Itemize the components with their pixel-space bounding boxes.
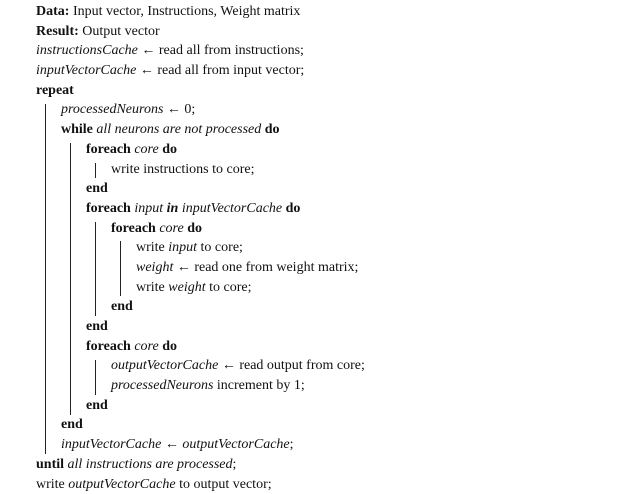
algorithm-token: do xyxy=(282,201,300,216)
algorithm-token: end xyxy=(86,319,108,334)
block-guide-line xyxy=(120,241,121,296)
algorithm-line xyxy=(36,475,626,494)
algorithm-token: while xyxy=(61,122,93,137)
algorithm-token: foreach xyxy=(111,221,156,236)
algorithm-token: Result: xyxy=(36,24,79,39)
algorithm-token: ← xyxy=(161,437,182,452)
algorithm-token: input xyxy=(168,240,197,255)
algorithm-line xyxy=(36,199,626,219)
algorithm-line xyxy=(36,2,626,22)
algorithm-token: write xyxy=(136,240,168,255)
block-guide-line xyxy=(45,104,46,455)
algorithm-line xyxy=(36,238,626,258)
algorithm-line xyxy=(36,337,626,357)
algorithm-token: processedNeurons xyxy=(61,102,163,117)
algorithm-token: ← read all from input vector; xyxy=(136,63,304,78)
algorithm-token: core xyxy=(131,339,159,354)
algorithm-token: end xyxy=(86,398,108,413)
algorithm-token: processedNeurons xyxy=(111,378,213,393)
algorithm-token: to output vector; xyxy=(176,477,272,492)
block-guide-line xyxy=(95,360,96,395)
algorithm-line xyxy=(36,81,626,101)
algorithm-token: do xyxy=(159,142,177,157)
algorithm-line xyxy=(36,455,626,475)
algorithm-line xyxy=(36,160,626,180)
algorithm-token: to core; xyxy=(197,240,243,255)
algorithm-line xyxy=(36,61,626,81)
algorithm-line xyxy=(36,297,626,317)
algorithm-token: outputVectorCache xyxy=(182,437,289,452)
algorithm-token: ← 0; xyxy=(163,102,195,117)
algorithm-token: instructionsCache xyxy=(36,43,138,58)
algorithm-line xyxy=(36,219,626,239)
algorithm-token: outputVectorCache xyxy=(111,358,218,373)
algorithm-token: write xyxy=(136,280,168,295)
algorithm-token: end xyxy=(111,299,133,314)
algorithm-token: all neurons are not processed xyxy=(93,122,261,137)
algorithm-token: do xyxy=(184,221,202,236)
algorithm-token: ; xyxy=(233,457,237,472)
algorithm-line xyxy=(36,317,626,337)
algorithm-line xyxy=(36,415,626,435)
algorithm-block xyxy=(36,2,626,494)
algorithm-line xyxy=(36,22,626,42)
algorithm-line xyxy=(36,278,626,298)
algorithm-token: Output vector xyxy=(79,24,160,39)
algorithm-token: ; xyxy=(290,437,294,452)
algorithm-token: weight xyxy=(136,260,173,275)
block-guide-line xyxy=(70,143,71,415)
algorithm-line xyxy=(36,179,626,199)
algorithm-line xyxy=(36,41,626,61)
algorithm-token: until xyxy=(36,457,64,472)
algorithm-line xyxy=(36,140,626,160)
algorithm-token: ← read all from instructions; xyxy=(138,43,304,58)
algorithm-token: core xyxy=(131,142,159,157)
algorithm-token: write instructions to core; xyxy=(111,162,254,177)
block-guide-line xyxy=(95,222,96,317)
block-guide-line xyxy=(95,163,96,179)
algorithm-line xyxy=(36,435,626,455)
algorithm-token: inputVectorCache xyxy=(178,201,282,216)
algorithm-token: do xyxy=(261,122,279,137)
algorithm-token: end xyxy=(61,417,83,432)
algorithm-line xyxy=(36,258,626,278)
algorithm-token: core xyxy=(156,221,184,236)
algorithm-token: end xyxy=(86,181,108,196)
algorithm-token: do xyxy=(159,339,177,354)
algorithm-token: repeat xyxy=(36,83,74,98)
algorithm-line xyxy=(36,100,626,120)
algorithm-line xyxy=(36,120,626,140)
algorithm-line xyxy=(36,356,626,376)
algorithm-token: Input vector, Instructions, Weight matrix xyxy=(69,4,300,19)
algorithm-token: foreach xyxy=(86,339,131,354)
algorithm-token: foreach xyxy=(86,201,131,216)
algorithm-token: ← read one from weight matrix; xyxy=(173,260,358,275)
algorithm-token: to core; xyxy=(206,280,252,295)
algorithm-token: all instructions are processed xyxy=(64,457,233,472)
algorithm-token: write xyxy=(36,477,68,492)
algorithm-token: ← read output from core; xyxy=(218,358,365,373)
algorithm-line xyxy=(36,376,626,396)
algorithm-token: foreach xyxy=(86,142,131,157)
algorithm-token: inputVectorCache xyxy=(61,437,161,452)
algorithm-token: in xyxy=(163,201,178,216)
algorithm-token: inputVectorCache xyxy=(36,63,136,78)
algorithm-token: Data: xyxy=(36,4,69,19)
algorithm-token: input xyxy=(131,201,163,216)
algorithm-token: outputVectorCache xyxy=(68,477,175,492)
algorithm-token: increment by 1; xyxy=(213,378,304,393)
algorithm-token: weight xyxy=(168,280,205,295)
